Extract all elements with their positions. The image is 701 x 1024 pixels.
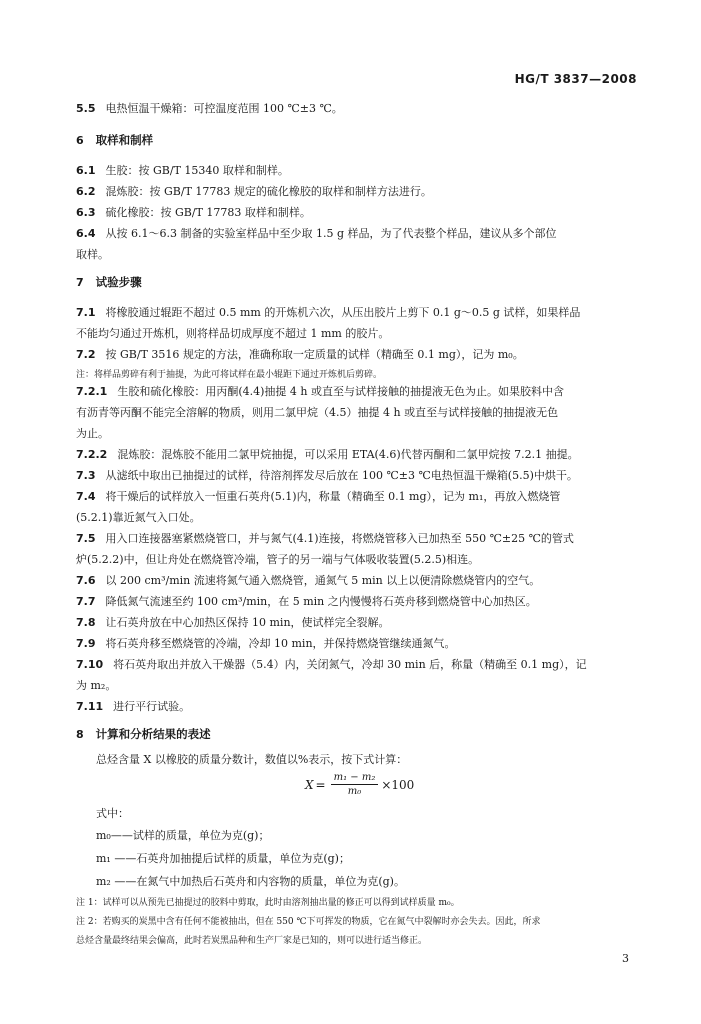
clause-number: 6.4: [76, 227, 96, 240]
clause-7-5-continued: 炉(5.2.2)中，但让舟处在燃烧管冷端，管子的另一端与气体吸收装置(5.2.5)相连。: [76, 553, 480, 566]
clause-number: 7.9: [76, 637, 96, 650]
formula-denominator: m₀: [347, 786, 362, 797]
clause-number: 6.1: [76, 164, 96, 177]
section-heading-8: [76, 727, 211, 742]
section-number: 7: [76, 276, 84, 289]
section-heading-7: [76, 275, 142, 290]
clause-7-8: [76, 616, 390, 630]
clause-7-2: [76, 348, 524, 362]
clause-7-1-continued: 不能均匀通过开炼机，则将样品切成厚度不超过 1 mm 的胶片。: [76, 327, 390, 340]
clause-text: 将石英舟取出并放入干燥器（5.4）内，关闭氮气，冷却 30 min 后，称量（精确至 0.1 mg），记: [113, 658, 587, 671]
section-title: 取样和制样: [95, 133, 154, 147]
symbol-m1-definition: m₁ ——石英舟加抽提后试样的质量，单位为克(g)；: [96, 852, 350, 865]
clause-text: 生胶和硫化橡胶：用丙酮(4.4)抽提 4 h 或直至与试样接触的抽提液无色为止。如果胶料中含: [117, 385, 564, 398]
section-title: 计算和分析结果的表述: [95, 727, 211, 741]
clause-number: 7.6: [76, 574, 96, 587]
clause-text: 进行平行试验。: [113, 700, 191, 713]
section-8-paragraph: 总烃含量 X 以橡胶的质量分数计，数值以%表示，按下式计算：: [96, 753, 408, 766]
section-number: 6: [76, 134, 84, 147]
clause-7-5: [76, 532, 574, 546]
clause-7-4: [76, 490, 560, 504]
clause-number: 7.2.2: [76, 448, 108, 461]
clause-text: 将石英舟移至燃烧管的冷端，冷却 10 min，并保持燃烧管继续通氮气。: [105, 637, 456, 650]
clause-7-11: [76, 700, 190, 714]
note-7-2: 注：将样品剪碎有利于抽提，为此可将试样在最小辊距下通过开炼机后剪碎。: [76, 370, 383, 380]
clause-7-6: [76, 574, 540, 588]
clause-number: 7.4: [76, 490, 96, 503]
clause-text: 混炼胶：混炼胶不能用二氯甲烷抽提，可以采用 ETA(4.6)代替丙酮和二氯甲烷按 7.2.1 抽提。: [117, 448, 579, 461]
clause-5-5: [76, 102, 343, 116]
page-number: 3: [622, 952, 629, 965]
clause-number: 7.2: [76, 348, 96, 361]
clause-number: 7.10: [76, 658, 104, 671]
clause-number: 7.5: [76, 532, 96, 545]
clause-6-2: [76, 185, 432, 199]
clause-7-2-1-continued: 有沥青等丙酮不能完全溶解的物质，则用二氯甲烷（4.5）抽提 4 h 或直至与试样接触的抽提液无色: [76, 406, 559, 419]
clause-text: 混炼胶：按 GB/T 17783 规定的硫化橡胶的取样和制样方法进行。: [105, 185, 432, 198]
note-1: 注 1：试样可以从预先已抽提过的胶料中剪取，此时由溶剂抽出量的修正可以得到试样质量 m₀。: [76, 898, 460, 908]
clause-text: 生胶：按 GB/T 15340 取样和制样。: [105, 164, 289, 177]
clause-text: 硫化橡胶：按 GB/T 17783 取样和制样。: [105, 206, 311, 219]
clause-text: 将干燥后的试样放入一恒重石英舟(5.1)内，称量（精确至 0.1 mg），记为 m₁，再放入燃烧管: [105, 490, 561, 503]
clause-text: 将橡胶通过辊距不超过 0.5 mm 的开炼机六次，从压出胶片上剪下 0.1 g～0.5 g 试样，如果样品: [105, 306, 581, 319]
clause-number: 7.11: [76, 700, 104, 713]
clause-6-3: [76, 206, 311, 220]
clause-number: 7.8: [76, 616, 96, 629]
formula-numerator: m₁ − m₂: [331, 772, 379, 785]
clause-6-4-continued: 取样。: [76, 248, 109, 261]
standard-code: HG/T 3837—2008: [514, 72, 637, 86]
formula-lhs: X: [305, 777, 314, 792]
formula: [305, 772, 414, 797]
clause-number: 7.7: [76, 595, 96, 608]
clause-text: 按 GB/T 3516 规定的方法，准确称取一定质量的试样（精确至 0.1 mg），记为 m₀。: [105, 348, 524, 361]
formula-equals: =: [315, 777, 326, 792]
clause-7-9: [76, 637, 456, 651]
clause-text: 降低氮气流速至约 100 cm³/min，在 5 min 之内慢慢将石英舟移到燃烧管中心加热区。: [105, 595, 537, 608]
clause-6-1: [76, 164, 289, 178]
clause-7-3: [76, 469, 578, 483]
clause-7-7: [76, 595, 537, 609]
section-title: 试验步骤: [95, 275, 142, 289]
formula-multiplier: ×100: [381, 777, 415, 792]
clause-7-10-continued: 为 m₂。: [76, 679, 117, 692]
note-2: 注 2：若购买的炭黑中含有任何不能被抽出，但在 550 ℃下可挥发的物质，它在氮气中裂解时亦会失去。因此，所求: [76, 917, 541, 927]
formula-fraction: [331, 772, 379, 797]
clause-7-2-1-continued-2: 为止。: [76, 427, 109, 440]
clause-7-4-continued: (5.2.1)靠近氮气入口处。: [76, 511, 201, 524]
clause-text: 从滤纸中取出已抽提过的试样，待溶剂挥发尽后放在 100 ℃±3 ℃电热恒温干燥箱(5.5)中烘干。: [105, 469, 578, 482]
clause-number: 7.1: [76, 306, 96, 319]
where-label: 式中：: [96, 807, 129, 820]
clause-6-4: [76, 227, 557, 241]
clause-7-2-2: [76, 448, 579, 462]
symbol-m2-definition: m₂ ——在氮气中加热后石英舟和内容物的质量，单位为克(g)。: [96, 875, 405, 888]
note-2-continued: 总烃含量最终结果会偏高，此时若炭黑品种和生产厂家是已知的，则可以进行适当修正。: [76, 936, 428, 946]
clause-number: 6.3: [76, 206, 96, 219]
clause-7-10: [76, 658, 587, 672]
clause-number: 6.2: [76, 185, 96, 198]
section-number: 8: [76, 728, 84, 741]
clause-text: 以 200 cm³/min 流速将氮气通入燃烧管，通氮气 5 min 以上以便清除燃烧管内的空气。: [105, 574, 541, 587]
clause-text: 从按 6.1～6.3 制备的实验室样品中至少取 1.5 g 样品，为了代表整个样品，建议从多个部位: [105, 227, 557, 240]
clause-text: 电热恒温干燥箱：可控温度范围 100 ℃±3 ℃。: [105, 102, 343, 115]
clause-text: 让石英舟放在中心加热区保持 10 min，使试样完全裂解。: [105, 616, 390, 629]
clause-number: 5.5: [76, 102, 96, 115]
clause-7-1: [76, 306, 580, 320]
clause-text: 用入口连接器塞紧燃烧管口，并与氮气(4.1)连接，将燃烧管移入已加热至 550 ℃±25 ℃的管式: [105, 532, 574, 545]
clause-number: 7.3: [76, 469, 96, 482]
symbol-m0-definition: m₀——试样的质量，单位为克(g)；: [96, 829, 270, 842]
section-heading-6: [76, 133, 153, 148]
clause-7-2-1: [76, 385, 564, 399]
clause-number: 7.2.1: [76, 385, 108, 398]
